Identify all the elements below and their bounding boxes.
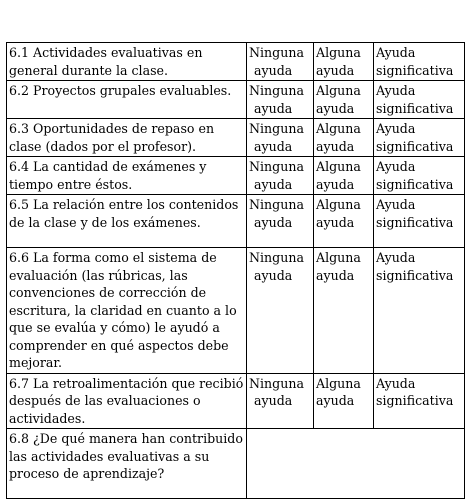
option-label: Alguna — [316, 197, 361, 212]
option-ayuda-significativa[interactable] — [374, 43, 465, 81]
option-label: ayuda — [254, 176, 293, 192]
option-ayuda-significativa[interactable] — [374, 119, 465, 157]
option-alguna-ayuda[interactable] — [314, 157, 374, 195]
open-answer-field[interactable] — [247, 429, 465, 499]
option-label: Ayuda — [376, 375, 416, 391]
option-label: significativa — [376, 214, 454, 230]
question-cell — [7, 373, 247, 429]
evaluation-survey-sheet — [6, 42, 465, 499]
option-alguna-ayuda[interactable] — [314, 373, 374, 429]
option-label: ayuda — [316, 214, 355, 230]
option-label: ayuda — [316, 267, 355, 283]
question-cell — [7, 429, 247, 499]
option-label: significativa — [376, 393, 454, 408]
option-ayuda-significativa[interactable] — [374, 157, 465, 195]
option-label: ayuda — [254, 138, 293, 154]
question-text: 6.5 La relación entre los contenidos de la clase y de los exámenes. — [9, 197, 239, 230]
option-ayuda-significativa[interactable] — [374, 195, 465, 248]
option-label: ayuda — [316, 62, 355, 78]
option-ninguna-ayuda[interactable] — [247, 119, 314, 157]
option-label: Alguna — [316, 121, 361, 136]
option-ninguna-ayuda[interactable] — [247, 373, 314, 429]
option-label: Alguna — [316, 45, 361, 60]
survey-row-6-6 — [7, 248, 465, 374]
question-text: 6.3 Oportunidades de repaso en clase (dados por el profesor). — [9, 121, 215, 154]
option-label: significativa — [376, 62, 454, 78]
question-cell — [7, 248, 247, 374]
option-label: Ninguna — [249, 250, 304, 265]
survey-row-6-7 — [7, 373, 465, 429]
question-cell — [7, 157, 247, 195]
option-label: significativa — [376, 138, 454, 154]
option-label: Ninguna — [249, 375, 304, 391]
question-text: 6.2 Proyectos grupales evaluables. — [9, 83, 232, 98]
question-text: 6.1 Actividades evaluativas en general durante la clase. — [9, 45, 203, 78]
option-label: significativa — [376, 176, 454, 192]
question-cell — [7, 43, 247, 81]
option-label: Ayuda — [376, 197, 416, 212]
option-label: Alguna — [316, 159, 361, 174]
option-label: Ninguna — [249, 83, 304, 98]
option-ayuda-significativa[interactable] — [374, 248, 465, 374]
survey-row-6-4 — [7, 157, 465, 195]
option-alguna-ayuda[interactable] — [314, 119, 374, 157]
option-ninguna-ayuda[interactable] — [247, 43, 314, 81]
question-text: 6.7 La retroalimentación que recibió después de las evaluaciones o actividades. — [9, 375, 244, 426]
option-ninguna-ayuda[interactable] — [247, 195, 314, 248]
option-label: Alguna — [316, 375, 361, 391]
option-alguna-ayuda[interactable] — [314, 195, 374, 248]
option-label: ayuda — [316, 393, 355, 408]
option-ninguna-ayuda[interactable] — [247, 157, 314, 195]
question-text: 6.8 ¿De qué manera han contribuido las actividades evaluativas a su proceso de aprendizaje? — [9, 431, 243, 481]
option-label: ayuda — [254, 62, 293, 78]
option-label: Ayuda — [376, 45, 416, 60]
option-label: Ninguna — [249, 197, 304, 212]
option-label: Alguna — [316, 250, 361, 265]
option-label: ayuda — [316, 100, 355, 116]
question-cell — [7, 195, 247, 248]
option-label: Ayuda — [376, 250, 416, 265]
option-ayuda-significativa[interactable] — [374, 81, 465, 119]
option-label: ayuda — [254, 214, 293, 230]
option-label: ayuda — [254, 100, 293, 116]
survey-row-6-3 — [7, 119, 465, 157]
option-alguna-ayuda[interactable] — [314, 81, 374, 119]
survey-row-6-8 — [7, 429, 465, 499]
option-label: Alguna — [316, 83, 361, 98]
option-ninguna-ayuda[interactable] — [247, 248, 314, 374]
option-label: ayuda — [254, 267, 293, 283]
option-label: Ninguna — [249, 121, 304, 136]
option-label: Ayuda — [376, 121, 416, 136]
option-label: significativa — [376, 267, 454, 283]
option-alguna-ayuda[interactable] — [314, 43, 374, 81]
survey-row-6-5 — [7, 195, 465, 248]
option-label: Ninguna — [249, 45, 304, 60]
option-label: significativa — [376, 100, 454, 116]
option-ayuda-significativa[interactable] — [374, 373, 465, 429]
option-ninguna-ayuda[interactable] — [247, 81, 314, 119]
question-text: 6.4 La cantidad de exámenes y tiempo entre éstos. — [9, 159, 207, 192]
option-label: Ayuda — [376, 159, 416, 174]
option-label: ayuda — [316, 138, 355, 154]
option-label: Ninguna — [249, 159, 304, 174]
option-alguna-ayuda[interactable] — [314, 248, 374, 374]
question-cell — [7, 81, 247, 119]
question-text: 6.6 La forma como el sistema de evaluación (las rúbricas, las convenciones de corrección de escritura, la claridad en cuanto a lo que se evalúa y cómo) le ayudó a comprender en qué aspectos debe mejorar. — [9, 250, 237, 370]
question-cell — [7, 119, 247, 157]
survey-row-6-1 — [7, 43, 465, 81]
option-label: ayuda — [316, 176, 355, 192]
evaluation-survey-table — [6, 42, 465, 499]
survey-row-6-2 — [7, 81, 465, 119]
option-label: Ayuda — [376, 83, 416, 98]
option-label: ayuda — [254, 393, 293, 408]
